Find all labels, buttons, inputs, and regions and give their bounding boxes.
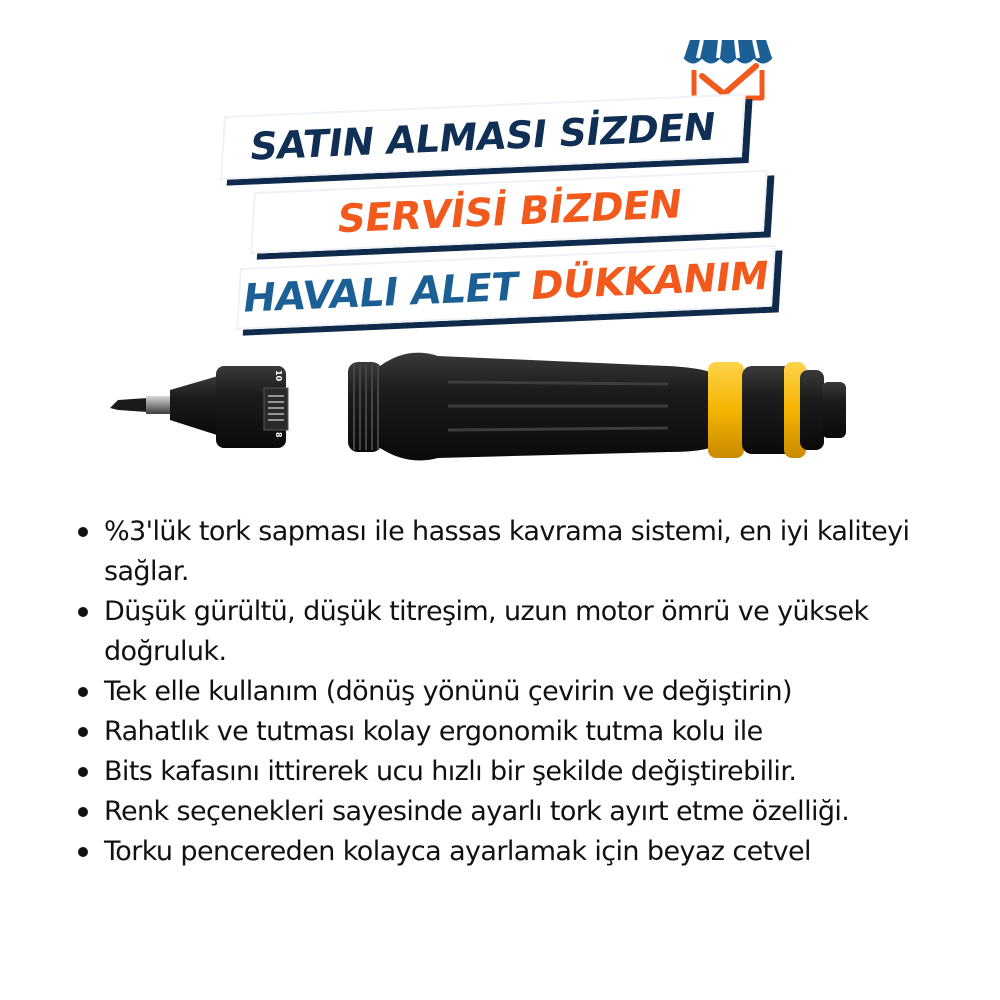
torque-scale-mark: 0 (294, 432, 303, 438)
headline-line-1: SATIN ALMASI SİZDEN (247, 104, 719, 169)
headline-line-3 (240, 253, 772, 322)
feature-item (74, 672, 974, 712)
feature-item (74, 592, 974, 672)
feature-text: Rahatlık ve tutması kolay ergonomik tutma kolu ile (104, 716, 763, 747)
headline-banner-1 (220, 93, 746, 180)
torque-scale-mark: 2 (294, 370, 303, 376)
bullet-icon (78, 687, 88, 697)
bullet-icon (78, 767, 88, 777)
torque-scale-mark: 8 (274, 432, 283, 438)
torque-scale-mark: 10 (274, 370, 283, 382)
electric-screwdriver-image (108, 340, 848, 470)
bullet-icon (78, 607, 88, 617)
headline-banner-3 (236, 245, 776, 330)
headline-line-3-part-1: HAVALI ALET (240, 264, 521, 322)
torque-color-band (708, 362, 744, 458)
feature-item (74, 512, 974, 592)
torque-scale-window (264, 388, 288, 430)
feature-text: Renk seçenekleri sayesinde ayarlı tork ayırt etme özelliği. (104, 796, 850, 827)
feature-text: %3'lük tork sapması ile hassas kavrama sistemi, en iyi kaliteyi sağlar. (104, 516, 910, 587)
feature-list (74, 512, 974, 872)
headline-banner-2 (250, 170, 768, 254)
bullet-icon (78, 527, 88, 537)
bullet-icon (78, 807, 88, 817)
torque-scale-mark: 4 (284, 432, 293, 438)
feature-text: Torku pencereden kolayca ayarlamak için beyaz cetvel (104, 836, 811, 867)
headline-line-3-part-2: DÜKKANIM (528, 253, 772, 309)
feature-text: Tek elle kullanım (dönüş yönünü çevirin ve değiştirin) (104, 676, 792, 707)
air-inlet (822, 382, 846, 438)
feature-text: Bits kafasını ittirerek ucu hızlı bir şekilde değiştirebilir. (104, 756, 797, 787)
bullet-icon (78, 727, 88, 737)
feature-text: Düşük gürültü, düşük titreşim, uzun motor ömrü ve yüksek doğruluk. (104, 596, 869, 667)
feature-item (74, 752, 974, 792)
bit-holder (146, 396, 172, 414)
bullet-icon (78, 847, 88, 857)
torque-scale-mark: 6 (284, 370, 293, 376)
headline-line-2: SERVİSİ BİZDEN (333, 181, 684, 242)
screwdriver-bit (110, 398, 148, 412)
feature-item (74, 712, 974, 752)
feature-item (74, 832, 974, 872)
feature-item (74, 792, 974, 832)
